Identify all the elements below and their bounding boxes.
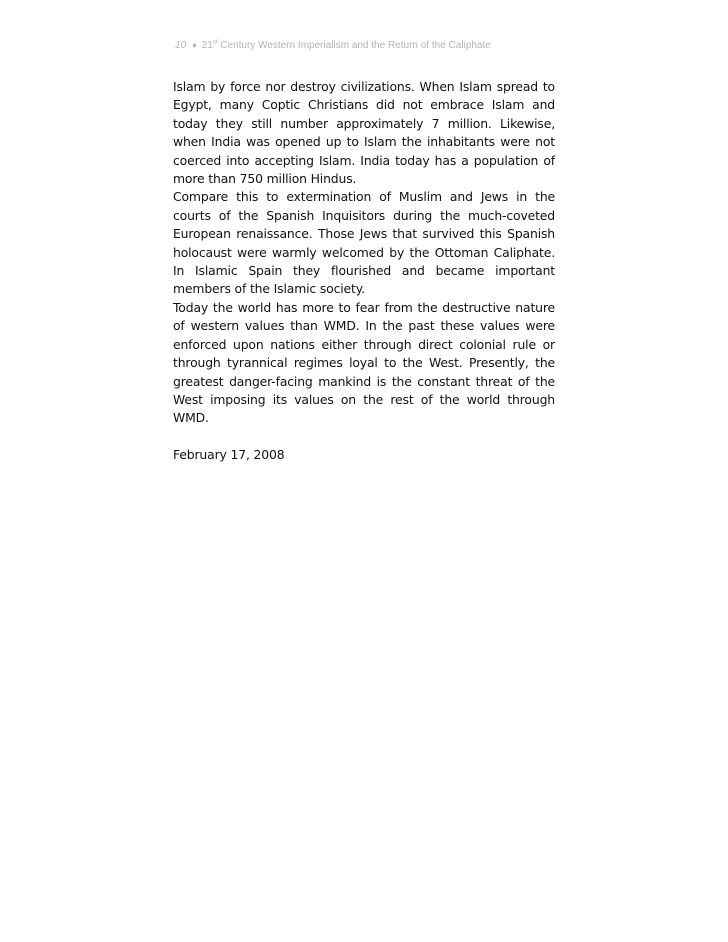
header-title: Century Western Imperialism and the Return of the Caliphate [217,40,491,51]
header-title-prefix: 21 [201,40,213,51]
running-header [175,40,575,51]
diamond-bullet-icon: ♦ [192,40,197,50]
page-number: 10 [175,40,187,51]
paragraph: Today the world has more to fear from the destructive nature of western values than WMD. In the past these values were enforced upon nations either through direct colonial rule or through tyrannical regimes loyal to the West. Presently, the greatest danger-facing mankind is the constant threat of the West imposing its values on the rest of the world through WMD. [173,299,555,426]
body-text [173,78,555,465]
paragraph: Islam by force nor destroy civilizations. When Islam spread to Egypt, many Coptic Christians did not embrace Islam and today they still number approximately 7 million. Likewise, when India was opened up to Islam the inhabitants were not coerced into accepting Islam. India today has a population of more than 750 million Hindus. [173,79,555,187]
date-line: February 17, 2008 [173,447,285,463]
paragraph: Compare this to extermination of Muslim and Jews in the courts of the Spanish Inquisitors during the much-coveted European renaissance. Those Jews that survived this Spanish holocaust were warmly welcomed by the Ottoman Caliphate. In Islamic Spain they flourished and became important members of the Islamic society. [173,189,555,297]
header-title-superscript: st [212,39,218,46]
